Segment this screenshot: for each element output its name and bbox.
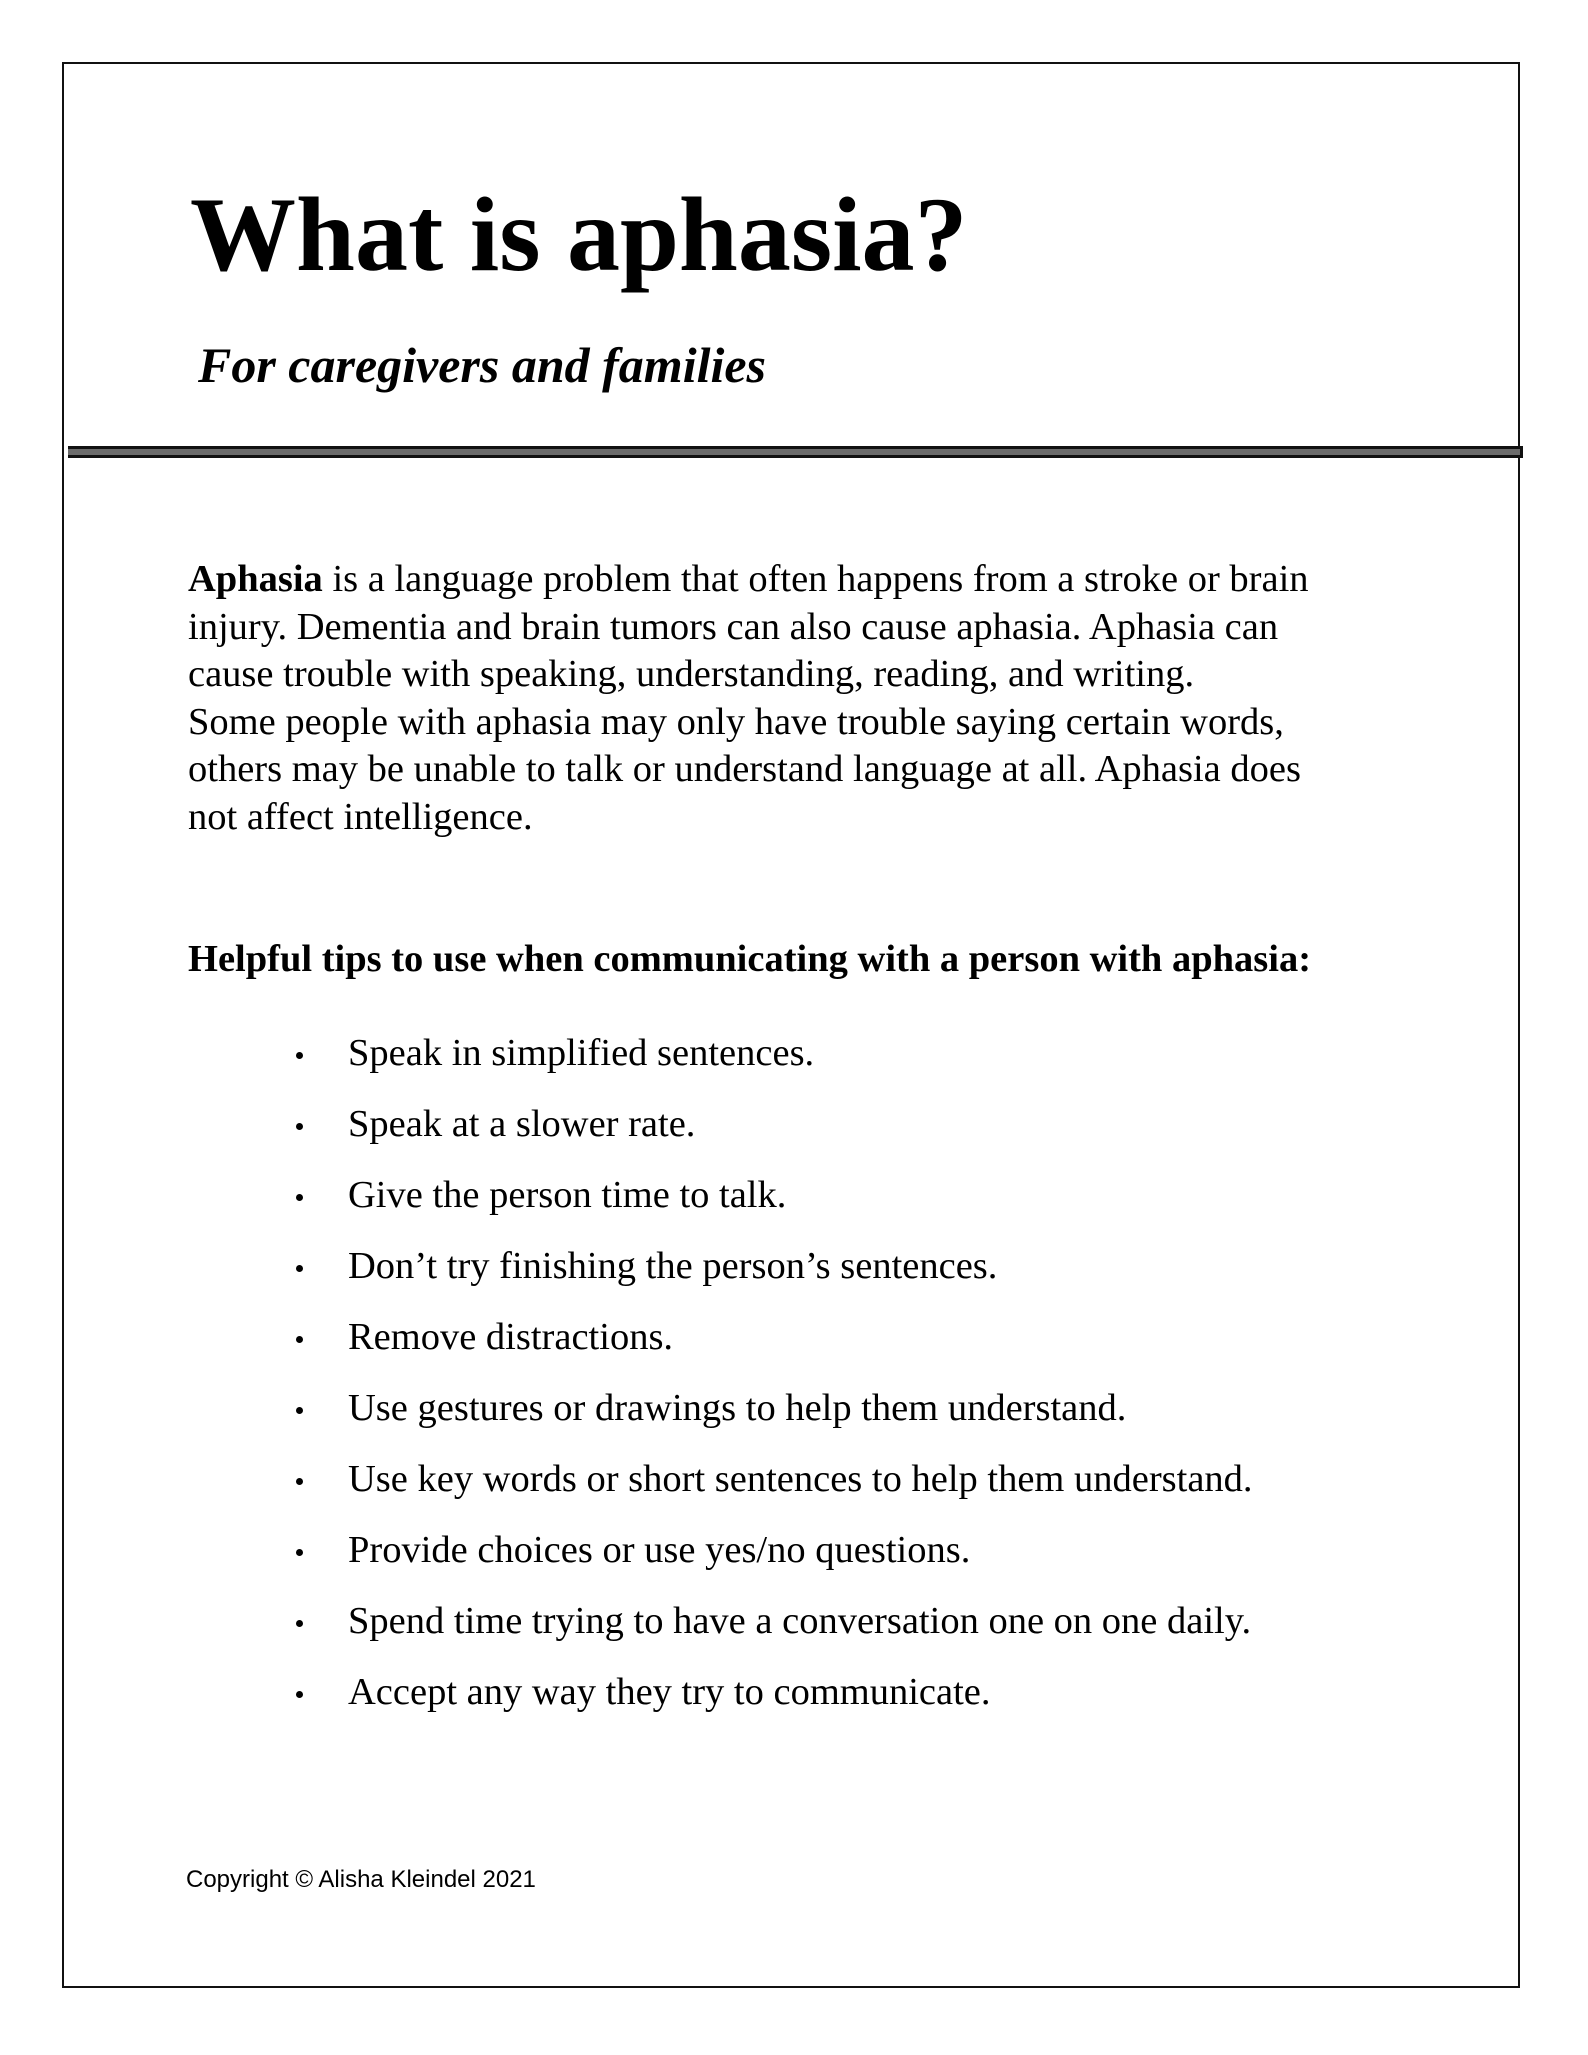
bullet-icon (296, 1549, 303, 1556)
bullet-icon (296, 1265, 303, 1272)
intro-paragraph (188, 556, 1428, 841)
intro-line-text: is a language problem that often happens from a stroke or brain (322, 558, 1309, 600)
header-divider (68, 446, 1523, 458)
tip-text: Use key words or short sentences to help them understand. (348, 1458, 1253, 1500)
page-subtitle: For caregivers and families (198, 337, 767, 393)
intro-line: injury. Dementia and brain tumors can also cause aphasia. Aphasia can (188, 605, 1279, 648)
tip-text: Use gestures or drawings to help them understand. (348, 1387, 1127, 1429)
bullet-icon (296, 1123, 303, 1130)
tip-text: Speak at a slower rate. (348, 1103, 696, 1145)
tip-text: Accept any way they try to communicate. (348, 1671, 991, 1713)
intro-line: not affect intelligence. (188, 795, 533, 838)
bullet-icon (296, 1691, 303, 1698)
bullet-icon (296, 1407, 303, 1414)
tip-text: Give the person time to talk. (348, 1174, 787, 1216)
tip-text: Remove distractions. (348, 1316, 674, 1358)
bullet-icon (296, 1194, 303, 1201)
bullet-icon (296, 1052, 303, 1059)
intro-line: Some people with aphasia may only have trouble saying certain words, (188, 700, 1284, 743)
tips-heading: Helpful tips to use when communicating with a person with aphasia: (188, 938, 1312, 980)
tip-text: Provide choices or use yes/no questions. (348, 1529, 971, 1571)
bullet-icon (296, 1336, 303, 1343)
tip-text: Spend time trying to have a conversation one on one daily. (348, 1600, 1252, 1642)
intro-line: others may be unable to talk or understand language at all. Aphasia does (188, 748, 1301, 790)
intro-line (188, 556, 1428, 604)
tip-text: Don’t try finishing the person’s sentences. (348, 1245, 998, 1287)
tip-text: Speak in simplified sentences. (348, 1032, 815, 1074)
copyright-notice: Copyright © Alisha Kleindel 2021 (186, 1866, 536, 1893)
intro-term: Aphasia (188, 558, 323, 600)
intro-line: cause trouble with speaking, understanding, reading, and writing. (188, 653, 1195, 695)
bullet-icon (296, 1620, 303, 1627)
page-title: What is aphasia? (190, 176, 968, 293)
bullet-icon (296, 1478, 303, 1485)
